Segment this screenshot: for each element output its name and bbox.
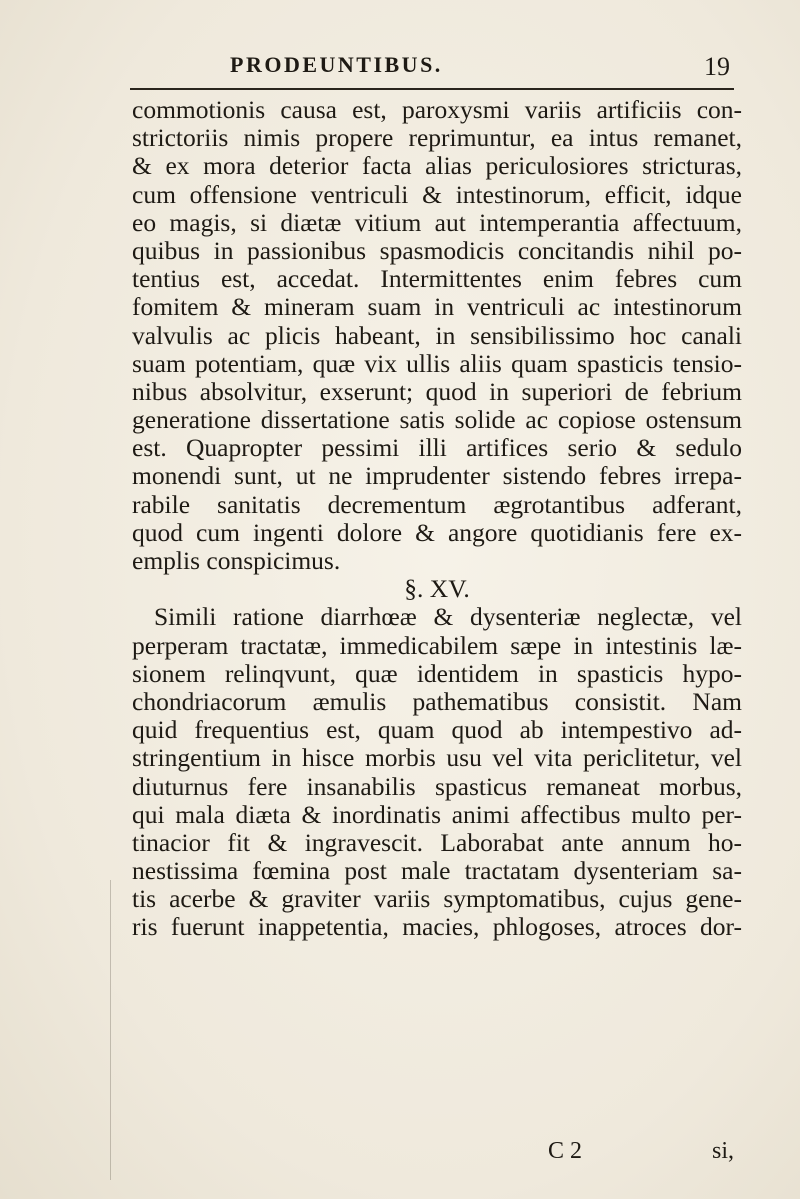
text-line: strictoriis nimis propere reprimuntur, ea intus remanet, xyxy=(132,123,742,153)
text-line: rabile sanitatis decrementum ægrotantibus adferant, xyxy=(132,489,742,519)
text-line: tinacior fit & ingravescit. Laborabat ante annum ho- xyxy=(132,827,742,857)
text-line: Simili ratione diarrhœæ & dysenteriæ neglectæ, vel xyxy=(154,602,742,632)
text-line: monendi sunt, ut ne imprudenter sistendo febres irrepa- xyxy=(132,461,742,491)
text-line: commotionis causa est, paroxysmi variis artificiis con- xyxy=(132,95,742,124)
text-line: & ex mora deterior facta alias periculosiores stricturas, xyxy=(132,151,742,181)
text-line: quibus in passionibus spasmodicis concitandis nihil po- xyxy=(132,235,742,265)
text-line: nibus absolvitur, exserunt; quod in superiori de febrium xyxy=(132,376,742,406)
text-line: tis acerbe & graviter variis symptomatibus, cujus gene- xyxy=(132,884,742,914)
page-header xyxy=(150,52,730,86)
text-line: suam potentiam, quæ vix ullis aliis quam spasticis tensio- xyxy=(132,348,742,378)
text-line: diuturnus fere insanabilis spasticus remaneat morbus, xyxy=(132,771,742,801)
section-heading: §. XV. xyxy=(404,574,470,604)
header-rule xyxy=(130,88,734,90)
text-line: chondriacorum æmulis pathematibus consistit. Nam xyxy=(132,686,742,716)
text-line: generatione dissertatione satis solide ac copiose ostensum xyxy=(132,405,742,435)
signature-mark: C 2 xyxy=(548,1138,583,1164)
page-number: 19 xyxy=(704,52,730,81)
text-line: emplis conspicimus. xyxy=(132,546,341,575)
text-line: stringentium in hisce morbis usu vel vita periclitetur, vel xyxy=(132,743,742,773)
text-line: sionem relinqvunt, quæ identidem in spasticis hypo- xyxy=(132,658,742,688)
text-line: nestissima fœmina post male tractatam dysenteriam sa- xyxy=(132,856,742,886)
text-line: quod cum ingenti dolore & angore quotidianis fere ex- xyxy=(132,517,742,547)
body-text xyxy=(132,96,742,942)
text-line: quid frequentius est, quam quod ab intempestivo ad- xyxy=(132,715,742,745)
catchword: si, xyxy=(712,1138,735,1164)
text-line: est. Quapropter pessimi illi artifices serio & sedulo xyxy=(132,433,742,463)
text-line: valvulis ac plicis habeant, in sensibilissimo hoc canali xyxy=(132,320,742,350)
text-line: ris fuerunt inappetentia, macies, phlogoses, atroces dor- xyxy=(132,912,742,942)
text-line: eo magis, si diætæ vitium aut intemperantia affectuum, xyxy=(132,207,742,237)
text-line: fomitem & mineram suam in ventriculi ac intestinorum xyxy=(132,292,742,322)
running-head: PRODEUNTIBUS. xyxy=(230,52,443,77)
margin-shadow xyxy=(110,880,111,1180)
text-line: perperam tractatæ, immedicabilem sæpe in intestinis læ- xyxy=(132,630,742,660)
text-line: cum offensione ventriculi & intestinorum, efficit, idque xyxy=(132,179,742,209)
text-line: tentius est, accedat. Intermittentes enim febres cum xyxy=(132,264,742,294)
text-line: qui mala diæta & inordinatis animi affectibus multo per- xyxy=(132,799,742,829)
